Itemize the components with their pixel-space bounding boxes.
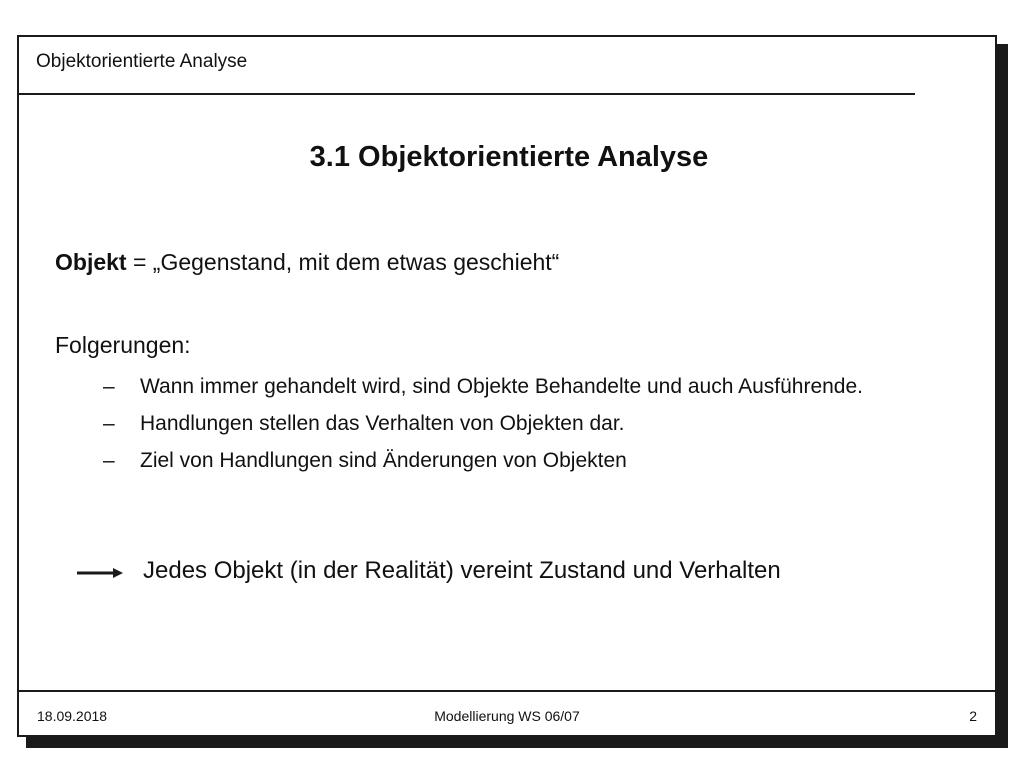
slide: [17, 35, 997, 737]
list-item: [103, 446, 903, 475]
page-number: 2: [969, 708, 977, 724]
object-definition: [55, 249, 559, 276]
conclusion-text: Jedes Objekt (in der Realität) vereint Zustand und Verhalten: [143, 557, 781, 584]
bullet-dash: –: [103, 375, 115, 398]
definition-term: Objekt: [55, 249, 127, 275]
definition-text: = „Gegenstand, mit dem etwas geschieht“: [126, 249, 560, 275]
footer-course: Modellierung WS 06/07: [434, 708, 580, 724]
conclusions-label: Folgerungen:: [55, 332, 191, 358]
list-item: [103, 372, 903, 401]
list-item: [103, 409, 903, 438]
footer-divider: [19, 690, 995, 692]
conclusion-row: [77, 557, 927, 597]
list-item-text: Wann immer gehandelt wird, sind Objekte Behandelte und auch Ausführende.: [140, 375, 864, 398]
arrow-right-icon: [77, 566, 123, 580]
list-item-text: Handlungen stellen das Verhalten von Objekten dar.: [140, 412, 625, 435]
bullet-dash: –: [103, 449, 115, 472]
header-divider: [19, 93, 915, 95]
footer-date: 18.09.2018: [37, 708, 108, 724]
list-item-text: Ziel von Handlungen sind Änderungen von Objekten: [140, 449, 627, 472]
header-title: Objektorientierte Analyse: [36, 51, 248, 72]
conclusions-list: [103, 372, 903, 483]
bullet-dash: –: [103, 412, 115, 435]
page-title: 3.1 Objektorientierte Analyse: [309, 141, 709, 173]
